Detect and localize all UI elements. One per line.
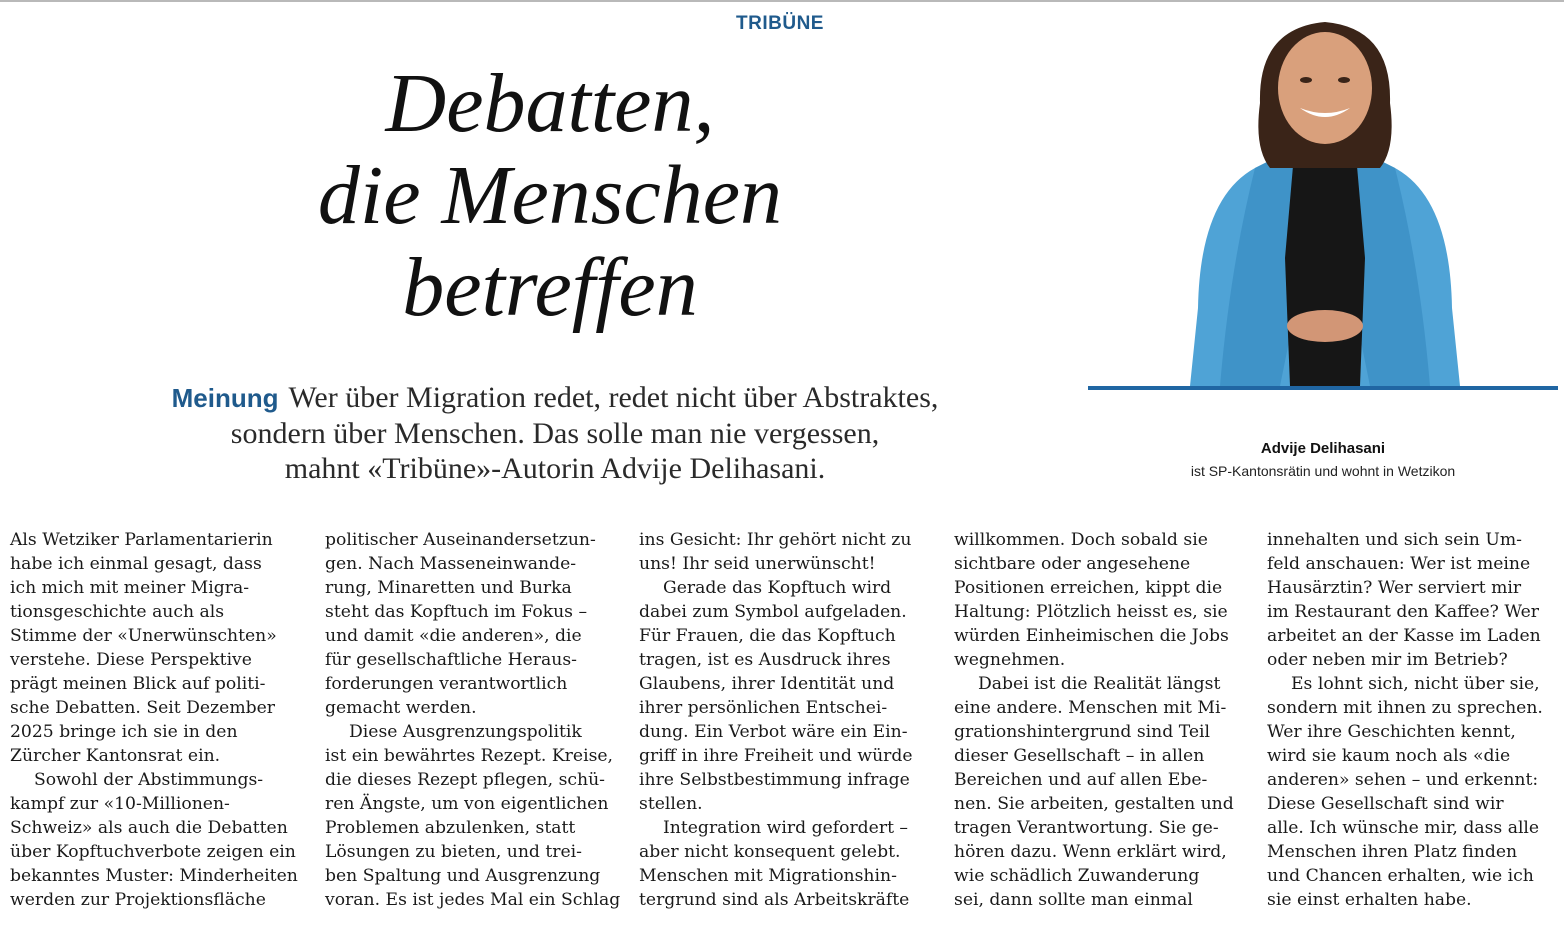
text-line: Stimme der «Unerwünschten» xyxy=(10,626,277,646)
lead-line: sondern über Menschen. Das solle man nie vergessen, xyxy=(230,417,880,450)
text-line: Zürcher Kantonsrat ein. xyxy=(10,746,221,766)
author-portrait xyxy=(1160,8,1490,386)
text-line: wird sie kaum noch als «die xyxy=(1267,746,1511,766)
text-line: Für Frauen, die das Kopftuch xyxy=(639,626,896,646)
author-role: ist SP-Kantonsrätin und wohnt in Wetzikon xyxy=(1190,463,1456,479)
text-line: prägt meinen Blick auf politi- xyxy=(10,674,266,694)
text-line: sie einst erhalten habe. xyxy=(1267,890,1472,910)
text-line: sondern mit ihnen zu sprechen. xyxy=(1267,698,1543,718)
text-line: Sowohl der Abstimmungs- xyxy=(34,770,264,790)
text-line: Integration wird gefordert – xyxy=(663,818,909,838)
text-line: Diese Gesellschaft sind wir xyxy=(1267,794,1504,814)
text-line: ist ein bewährtes Rezept. Kreise, xyxy=(325,746,614,766)
text-line: griff in ihre Freiheit und würde xyxy=(639,746,913,766)
author-portrait-illustration xyxy=(1160,8,1490,386)
text-line: arbeitet an der Kasse im Laden xyxy=(1267,626,1541,646)
text-line: Als Wetziker Parlamentarierin xyxy=(10,530,273,550)
text-line: über Kopftuchverbote zeigen ein xyxy=(10,842,296,862)
lead-tag: Meinung xyxy=(171,383,279,413)
text-line: dabei zum Symbol aufgeladen. xyxy=(639,602,907,622)
text-line: Bereichen und auf allen Ebe- xyxy=(954,770,1208,790)
text-line: die dieses Rezept pflegen, schü- xyxy=(325,770,605,790)
article-column-1 xyxy=(10,528,302,912)
text-line: Haltung: Plötzlich heisst es, sie xyxy=(954,602,1228,622)
text-line: 2025 bringe ich sie in den xyxy=(10,722,238,742)
headline-line: die Menschen xyxy=(317,149,783,242)
text-line: würden Einheimischen die Jobs xyxy=(954,626,1229,646)
lead-paragraph xyxy=(105,380,1005,486)
text-line: gemacht werden. xyxy=(325,698,477,718)
text-line: voran. Es ist jedes Mal ein Schlag xyxy=(325,890,621,910)
text-line: werden zur Projektionsfläche xyxy=(10,890,266,910)
text-line: Positionen erreichen, kippt die xyxy=(954,578,1223,598)
author-name: Advije Delihasani xyxy=(1260,440,1386,457)
text-line: Gerade das Kopftuch wird xyxy=(663,578,892,598)
text-line: hören dazu. Wenn erklärt wird, xyxy=(954,842,1227,862)
article-column-4 xyxy=(954,528,1246,912)
text-line: sche Debatten. Seit Dezember xyxy=(10,698,276,718)
text-line: Es lohnt sich, nicht über sie, xyxy=(1291,674,1540,694)
text-line: Hausärztin? Wer serviert mir xyxy=(1267,578,1522,598)
text-line: Dabei ist die Realität längst xyxy=(978,674,1221,694)
article-column-3 xyxy=(639,528,931,912)
text-line: anderen» sehen – und erkennt: xyxy=(1267,770,1539,790)
text-line: sichtbare oder angesehene xyxy=(954,554,1191,574)
text-line: alle. Ich wünsche mir, dass alle xyxy=(1267,818,1540,838)
text-line: tragen, ist es Ausdruck ihres xyxy=(639,650,891,670)
text-line: willkommen. Doch sobald sie xyxy=(954,530,1208,550)
text-line: und Chancen erhalten, wie ich xyxy=(1267,866,1534,886)
text-line: rung, Minaretten und Burka xyxy=(325,578,572,598)
text-line: im Restaurant den Kaffee? Wer xyxy=(1267,602,1539,622)
text-line: Menschen mit Migrationshin- xyxy=(639,866,897,886)
lead-line: Wer über Migration redet, redet nicht über Abstraktes, xyxy=(288,381,939,414)
text-line: Schweiz» als auch die Debatten xyxy=(10,818,288,838)
caption-rule xyxy=(1088,386,1558,390)
text-line: tragen Verantwortung. Sie ge- xyxy=(954,818,1219,838)
lead-line: mahnt «Tribüne»-Autorin Advije Delihasani. xyxy=(284,452,826,485)
text-line: oder neben mir im Betrieb? xyxy=(1267,650,1508,670)
text-line: ihre Selbstbestimmung infrage xyxy=(639,770,910,790)
headline-line: Debatten, xyxy=(385,57,715,150)
text-line: wegnehmen. xyxy=(954,650,1066,670)
text-line: für gesellschaftliche Heraus- xyxy=(325,650,577,670)
text-line: steht das Kopftuch im Fokus – xyxy=(325,602,588,622)
text-line: uns! Ihr seid unerwünscht! xyxy=(639,554,876,574)
text-line: gen. Nach Masseneinwande- xyxy=(325,554,577,574)
text-line: Wer ihre Geschichten kennt, xyxy=(1267,722,1516,742)
headline-line: betreffen xyxy=(402,241,698,334)
text-line: kampf zur «10-Millionen- xyxy=(10,794,230,814)
text-line: tionsgeschichte auch als xyxy=(10,602,225,622)
text-line: grationshintergrund sind Teil xyxy=(954,722,1211,742)
text-line: forderungen verantwortlich xyxy=(325,674,568,694)
section-label: TRIBÜNE xyxy=(736,13,824,34)
text-line: dung. Ein Verbot wäre ein Ein- xyxy=(639,722,908,742)
text-line: und damit «die anderen», die xyxy=(325,626,582,646)
text-line: sei, dann sollte man einmal xyxy=(954,890,1193,910)
text-line: nen. Sie arbeiten, gestalten und xyxy=(954,794,1234,814)
text-line: feld anschauen: Wer ist meine xyxy=(1267,554,1531,574)
text-line: ihrer persönlichen Entschei- xyxy=(639,698,888,718)
top-rule xyxy=(0,0,1564,2)
text-line: Problemen abzulenken, statt xyxy=(325,818,576,838)
text-line: stellen. xyxy=(639,794,703,814)
article-column-5 xyxy=(1267,528,1559,912)
text-line: aber nicht konsequent gelebt. xyxy=(639,842,901,862)
text-line: ins Gesicht: Ihr gehört nicht zu xyxy=(639,530,912,550)
article-column-2 xyxy=(325,528,621,912)
text-line: bekanntes Muster: Minderheiten xyxy=(10,866,298,886)
text-line: verstehe. Diese Perspektive xyxy=(10,650,252,670)
headline xyxy=(240,58,860,334)
text-line: ben Spaltung und Ausgrenzung xyxy=(325,866,601,886)
text-line: ich mich mit meiner Migra- xyxy=(10,578,250,598)
text-line: tergrund sind als Arbeitskräfte xyxy=(639,890,910,910)
text-line: innehalten und sich sein Um- xyxy=(1267,530,1522,550)
text-line: ren Ängste, um von eigentlichen xyxy=(325,794,609,814)
text-line: Glaubens, ihrer Identität und xyxy=(639,674,895,694)
text-line: Diese Ausgrenzungspolitik xyxy=(349,722,582,742)
text-line: wie schädlich Zuwanderung xyxy=(954,866,1200,886)
text-line: Menschen ihren Platz finden xyxy=(1267,842,1518,862)
text-line: Lösungen zu bieten, und trei- xyxy=(325,842,582,862)
text-line: habe ich einmal gesagt, dass xyxy=(10,554,262,574)
text-line: dieser Gesellschaft – in allen xyxy=(954,746,1205,766)
text-line: politischer Auseinandersetzun- xyxy=(325,530,596,550)
text-line: eine andere. Menschen mit Mi- xyxy=(954,698,1227,718)
